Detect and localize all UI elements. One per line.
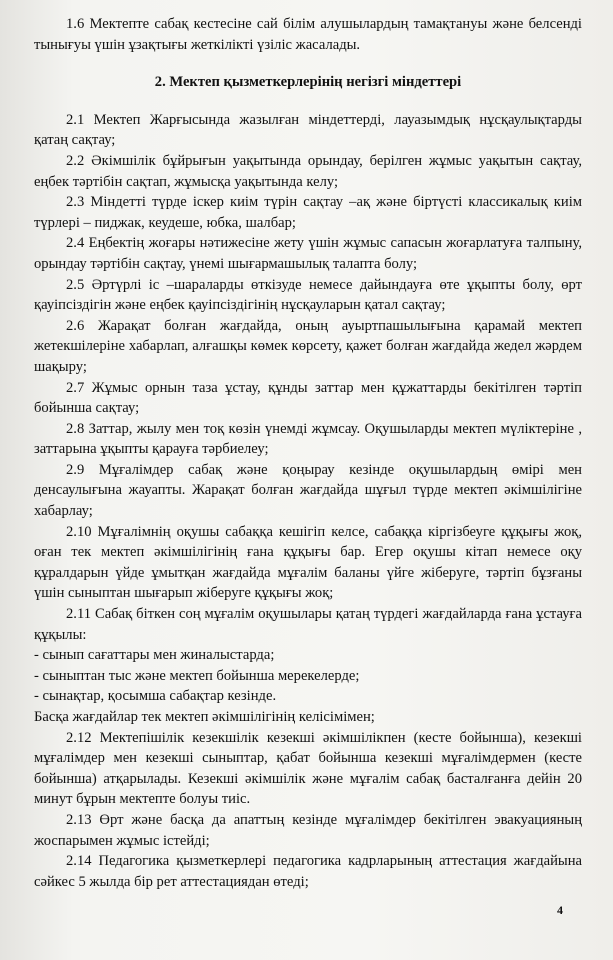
item-2-1: 2.1 Мектеп Жарғысында жазылған міндеттерді, лауазымдық нұсқаулықтарды қатаң сақтау; bbox=[34, 111, 582, 149]
item-2-6: 2.6 Жарақат болған жағдайда, оның ауыртпашылығына қарамай мектеп жетекшілеріне хабарлап, алғашқы көмек көрсету, қажет болған жағдайда жедел жәрдем шақыру; bbox=[34, 317, 582, 375]
section-heading: 2. Мектеп қызметкерлерінің негізгі міндеттері bbox=[154, 74, 462, 91]
list-item: - сыныптан тыс және мектеп бойынша мерекелерде; bbox=[34, 667, 360, 684]
item-2-7: 2.7 Жұмыс орнын таза ұстау, құнды заттар мен құжаттарды бекітілген тәртіп бойынша сақтау; bbox=[34, 379, 582, 417]
item-2-3: 2.3 Міндетті түрде іскер киім түрін сақтау –ақ және біртүсті классикалық киім түрлері – пиджак, кеудеше, юбка, шалбар; bbox=[34, 194, 582, 231]
list-item: - сынып сағаттары мен жиналыстарда; bbox=[34, 647, 275, 664]
document-body bbox=[34, 14, 582, 892]
paragraph-1-6: 1.6 Мектепте сабақ кестесіне сай білім алушылардың тамақтануы және белсенді тынығуы үшін ұзақтығы жеткілікті үзіліс жасалады. bbox=[34, 16, 582, 53]
item-2-8: 2.8 Заттар, жылу мен тоқ көзін үнемді жұмсау. Оқушыларды мектеп мүліктеріне , заттарына ұқыпты қарауға тәрбиелеу; bbox=[34, 420, 582, 458]
item-2-14: 2.14 Педагогика қызметкерлері педагогика кадрларының аттестация жағдайына сәйкес 5 жылда бір рет аттестациядан өтеді; bbox=[34, 853, 582, 890]
item-2-10: 2.10 Мұғалімнің оқушы сабаққа кешігіп келсе, сабаққа кіргізбеуге құқығы жоқ, оған тек мектеп әкімшілігінің ғана құқығы бар. Егер оқушы кітап немесе оқу құралдарын үйде ұмытқан жағдайда мұғалім баланы үйге жіберуге, тәртіп бұзғаны үшін сыныптан шығарып жіберуге құқығы жоқ; bbox=[34, 523, 582, 602]
item-2-4: 2.4 Еңбектің жоғары нәтижесіне жету үшін жұмыс сапасын жоғарлатуға талпыну, орындау тәртібін сақтау, үнемі шығармашылық талапта болу; bbox=[34, 235, 582, 272]
item-2-2: 2.2 Әкімшілік бұйрығын уақытында орындау, берілген жұмыс уақытын сақтау, еңбек тәртібін сақтап, жұмысқа уақытында келу; bbox=[34, 152, 582, 190]
item-2-12: 2.12 Мектепішілік кезекшілік кезекші әкімшілікпен (кесте бойынша), кезекші мұғалімдер мен кезекші сыныптар, қабат бойынша кезекші мұғалімдермен (кесте бойынша) атқарылады. Кезекші әкімшілік және мұғалім сабақ басталғанға дейін 20 минут бұрын мектепте болуы тиіс. bbox=[34, 729, 582, 808]
item-2-13: 2.13 Өрт және басқа да апаттың кезінде мұғалімдер бекітілген эвакуацияның жоспарымен жұмыс істейді; bbox=[34, 811, 582, 849]
item-2-9: 2.9 Мұғалімдер сабақ және қоңырау кезінде оқушылардың өмірі мен денсаулығына жауапты. Жарақат болған жағдайда шұғыл түрде мектеп әкімшілігіне хабарлау; bbox=[34, 461, 582, 520]
list-closing: Басқа жағдайлар тек мектеп әкімшілігінің келісімімен; bbox=[34, 709, 375, 725]
page-number: 4 bbox=[557, 903, 563, 917]
item-2-11: 2.11 Сабақ біткен соң мұғалім оқушылары қатаң түрдегі жағдайларда ғана ұстауға құқылы: bbox=[34, 606, 582, 643]
item-2-5: 2.5 Әртүрлі іс –шараларды өткізуде немесе дайындауға өте ұқыпты болу, өрт қауіпсіздігін және еңбек қауіпсіздігінің нұсқауларын қатал сақтау; bbox=[34, 276, 582, 314]
list-item: - сынақтар, қосымша сабақтар кезінде. bbox=[34, 688, 277, 705]
